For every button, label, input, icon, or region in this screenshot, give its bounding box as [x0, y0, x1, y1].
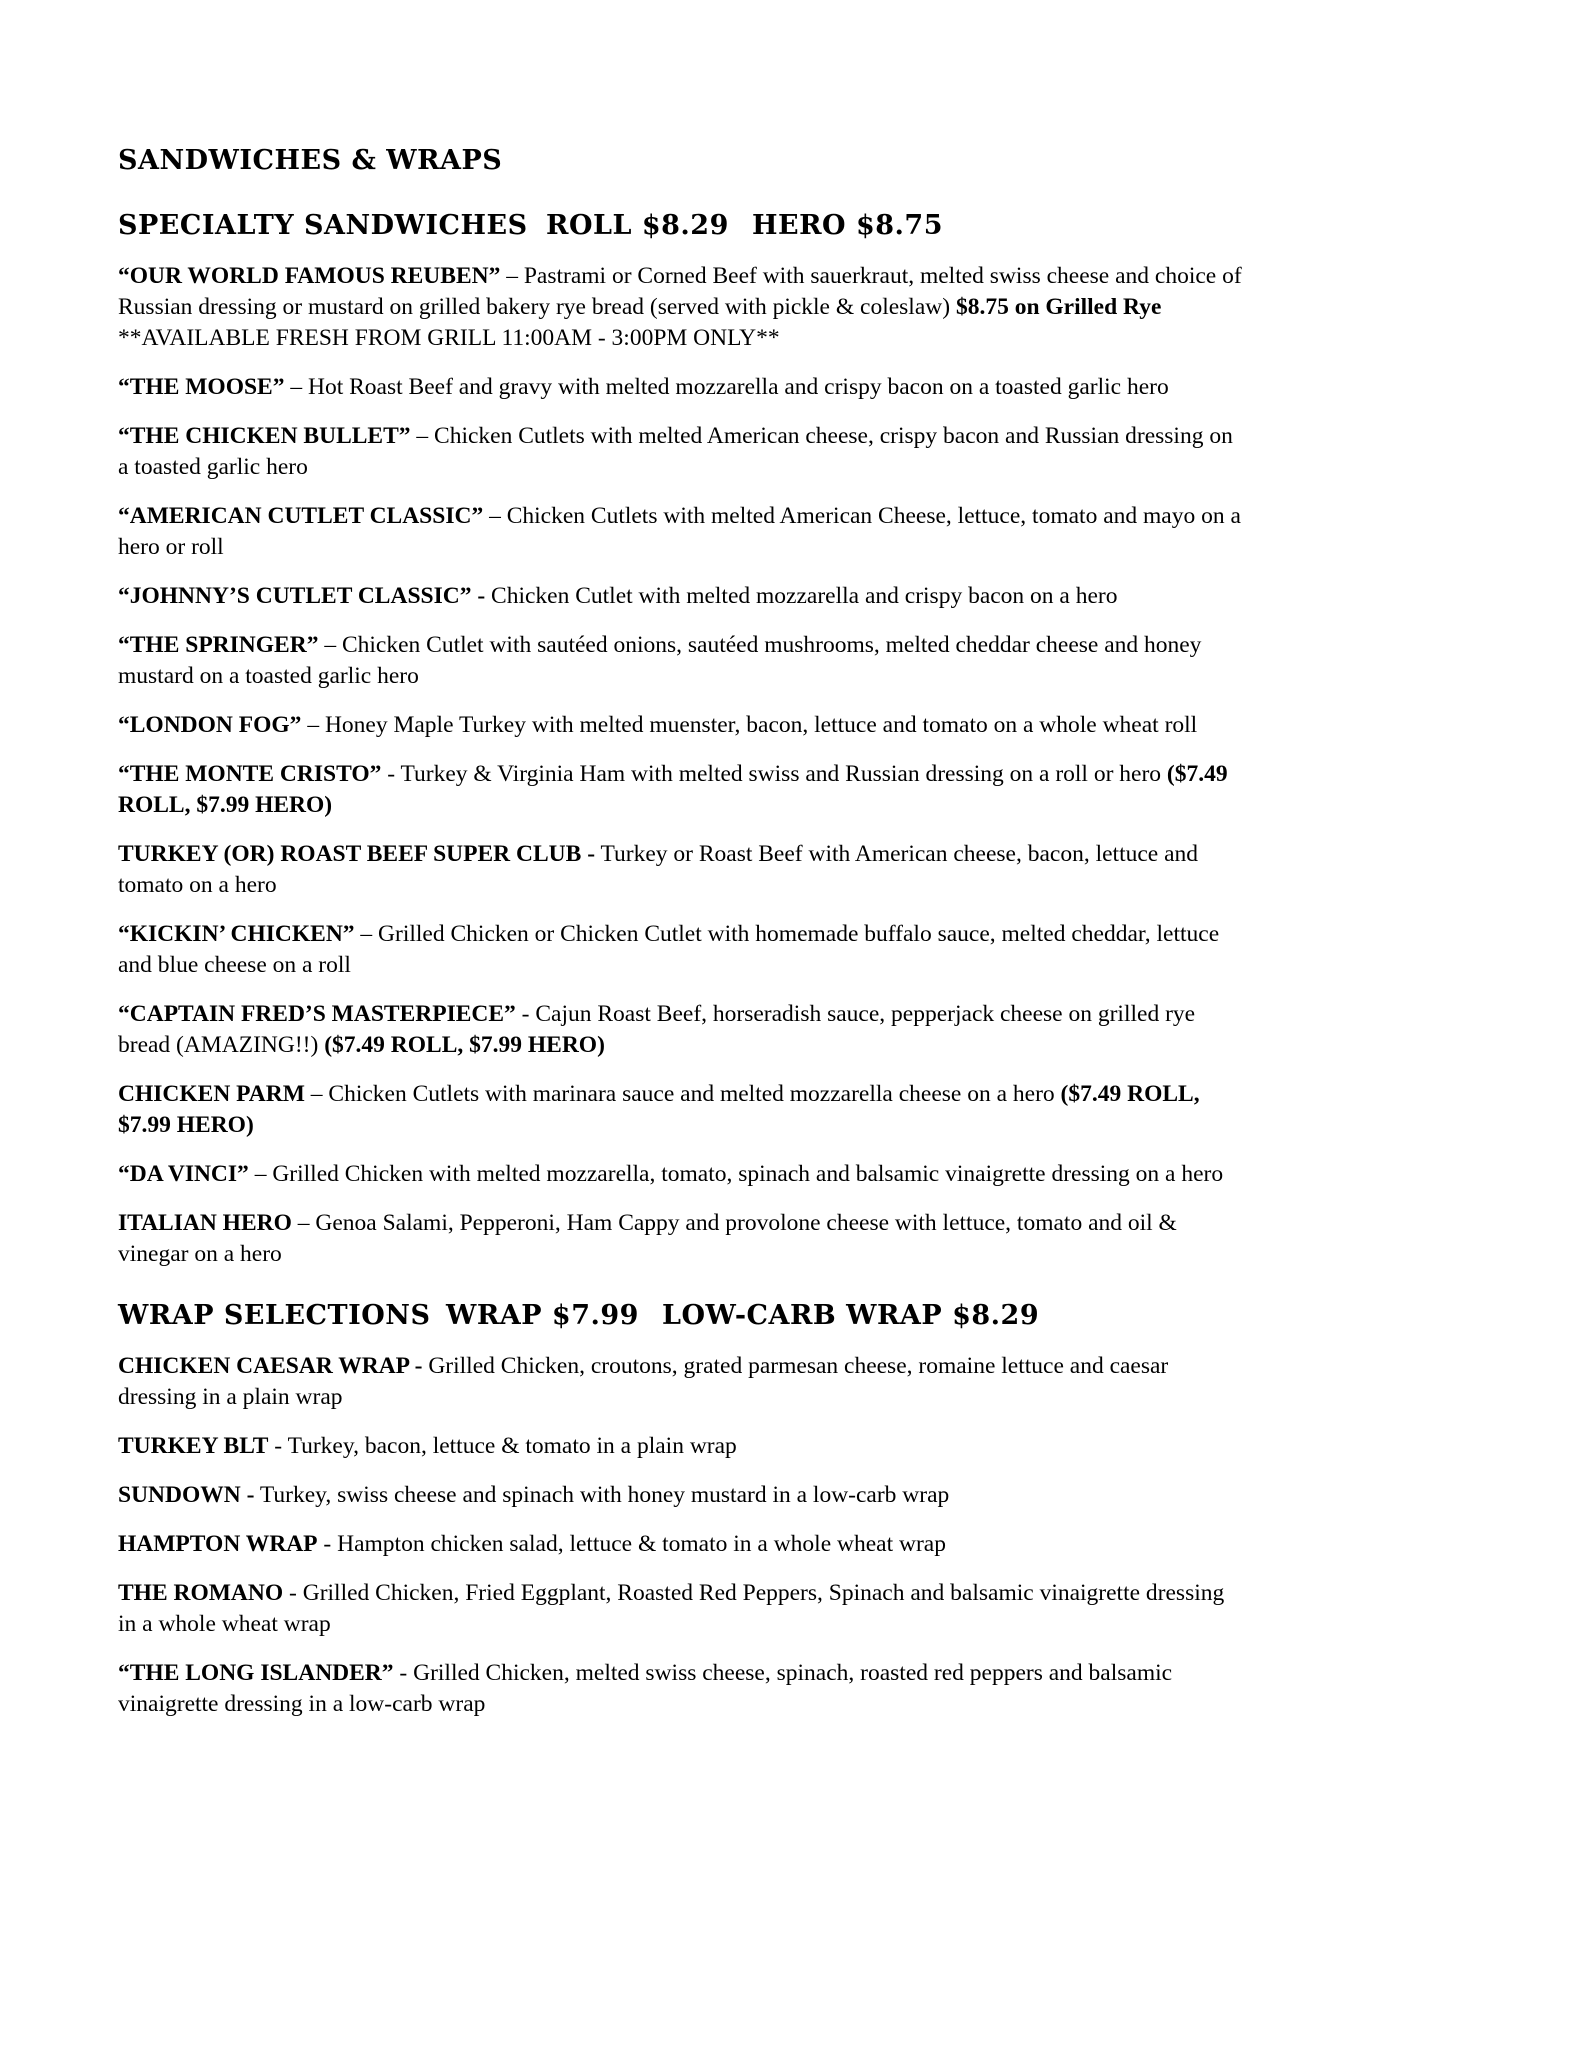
item-name: CHICKEN PARM: [118, 1081, 305, 1107]
item-description: Chicken Cutlets with melted American cheese, crispy bacon and Russian dressing on a toasted garlic hero: [118, 423, 1233, 480]
item-description: Grilled Chicken or Chicken Cutlet with homemade buffalo sauce, melted cheddar, lettuce and blue cheese on a roll: [118, 921, 1220, 978]
item-separator: –: [248, 1161, 273, 1187]
item-description: Cajun Roast Beef, horseradish sauce, pepperjack cheese on grilled rye bread (AMAZING!!): [118, 1001, 1196, 1058]
roll-price: ROLL $8.29: [546, 210, 729, 241]
menu-item-moose: [118, 372, 1243, 403]
menu-item-da-vinci: [118, 1159, 1243, 1190]
menu-item-super-club: [118, 839, 1243, 901]
item-name: SUNDOWN -: [118, 1482, 255, 1508]
wrap-heading-label: WRAP SELECTIONS: [118, 1300, 431, 1331]
menu-item-captain-freds-masterpiece: [118, 999, 1243, 1061]
item-name: “THE MOOSE”: [118, 374, 285, 400]
item-separator: –: [301, 712, 325, 738]
item-description: Chicken Cutlets with marinara sauce and melted mozzarella cheese on a hero: [328, 1081, 1061, 1107]
menu-item-italian-hero: [118, 1208, 1243, 1270]
section-title: SANDWICHES & WRAPS: [118, 145, 503, 176]
item-description: Chicken Cutlet with sautéed onions, sautéed mushrooms, melted cheddar cheese and honey mustard on a toasted garlic hero: [118, 632, 1202, 689]
item-description: Honey Maple Turkey with melted muenster, bacon, lettuce and tomato on a whole wheat roll: [324, 712, 1198, 738]
item-separator: -: [393, 1660, 414, 1686]
item-description: Grilled Chicken, Fried Eggplant, Roasted Red Peppers, Spinach and balsamic vinaigrette dressing in a whole wheat wrap: [118, 1580, 1225, 1637]
item-note: **AVAILABLE FRESH FROM GRILL 11:00AM - 3:00PM ONLY**: [118, 325, 780, 351]
menu-item-springer: [118, 630, 1243, 692]
item-separator: -: [515, 1001, 536, 1027]
item-name: HAMPTON WRAP: [118, 1531, 318, 1557]
item-separator: -: [317, 1531, 338, 1557]
menu-item-monte-cristo: [118, 759, 1243, 821]
item-name: “THE MONTE CRISTO”: [118, 761, 382, 787]
menu-item-reuben: [118, 261, 1243, 354]
item-separator: -: [381, 761, 401, 787]
item-name: TURKEY BLT: [118, 1433, 269, 1459]
wrap-price: WRAP $7.99: [446, 1300, 639, 1331]
item-description: Hot Roast Beef and gravy with melted mozzarella and crispy bacon on a toasted garlic hero: [308, 374, 1169, 400]
item-name: CHICKEN CAESAR WRAP -: [118, 1353, 423, 1379]
item-description: Grilled Chicken, melted swiss cheese, spinach, roasted red peppers and balsamic vinaigrette dressing in a low-carb wrap: [118, 1660, 1173, 1717]
item-description: Turkey & Virginia Ham with melted swiss and Russian dressing on a roll or hero: [400, 761, 1167, 787]
item-separator: -: [268, 1433, 288, 1459]
menu-item-hampton-wrap: [118, 1529, 1243, 1560]
item-price: ($7.49 ROLL, $7.99 HERO): [324, 1032, 605, 1058]
item-separator: –: [304, 1081, 329, 1107]
item-name: “CAPTAIN FRED’S MASTERPIECE”: [118, 1001, 516, 1027]
specialty-sandwiches-heading: [118, 210, 1243, 241]
item-separator: –: [284, 374, 308, 400]
item-separator: –: [354, 921, 379, 947]
item-description: Turkey, bacon, lettuce & tomato in a plain wrap: [287, 1433, 737, 1459]
item-name: “LONDON FOG”: [118, 712, 302, 738]
item-price: ($7.49 ROLL, $7.99 HERO): [118, 761, 1228, 818]
wrap-selections-heading: [118, 1300, 1243, 1331]
menu-item-long-islander: [118, 1658, 1243, 1720]
item-description: Genoa Salami, Pepperoni, Ham Cappy and provolone cheese with lettuce, tomato and oil & vinegar on a hero: [118, 1210, 1177, 1267]
item-description: Grilled Chicken, croutons, grated parmesan cheese, romaine lettuce and caesar dressing in a plain wrap: [118, 1353, 1169, 1410]
item-separator: –: [483, 503, 507, 529]
item-name: TURKEY (OR) ROAST BEEF SUPER CLUB -: [118, 841, 596, 867]
wrap-list: [118, 1351, 1243, 1720]
item-description: Turkey or Roast Beef with American cheese, bacon, lettuce and tomato on a hero: [118, 841, 1199, 898]
specialty-sandwich-list: [118, 261, 1243, 1270]
item-separator: –: [318, 632, 342, 658]
menu-item-turkey-blt: [118, 1431, 1243, 1462]
menu-item-sundown: [118, 1480, 1243, 1511]
item-name: “AMERICAN CUTLET CLASSIC”: [118, 503, 484, 529]
item-name: “DA VINCI”: [118, 1161, 249, 1187]
menu-item-london-fog: [118, 710, 1243, 741]
item-description: Chicken Cutlets with melted American Cheese, lettuce, tomato and mayo on a hero or roll: [118, 503, 1241, 560]
item-name: “THE LONG ISLANDER”: [118, 1660, 394, 1686]
item-name: “JOHNNY’S CUTLET CLASSIC” -: [118, 583, 486, 609]
item-name: “THE SPRINGER”: [118, 632, 319, 658]
item-name: “THE CHICKEN BULLET”: [118, 423, 411, 449]
item-name: THE ROMANO: [118, 1580, 284, 1606]
item-separator: –: [291, 1210, 316, 1236]
item-name: “KICKIN’ CHICKEN”: [118, 921, 355, 947]
menu-item-johnnys-cutlet-classic: [118, 581, 1243, 612]
low-carb-wrap-price: LOW-CARB WRAP $8.29: [662, 1300, 1040, 1331]
item-description: Hampton chicken salad, lettuce & tomato in a whole wheat wrap: [337, 1531, 946, 1557]
item-description: Turkey, swiss cheese and spinach with honey mustard in a low-carb wrap: [259, 1482, 950, 1508]
specialty-heading-label: SPECIALTY SANDWICHES: [118, 210, 528, 241]
menu-item-kickin-chicken: [118, 919, 1243, 981]
item-description: Chicken Cutlet with melted mozzarella and crispy bacon on a hero: [491, 583, 1118, 609]
item-separator: –: [410, 423, 435, 449]
menu-item-chicken-caesar-wrap: [118, 1351, 1243, 1413]
menu-page: [118, 145, 1243, 1738]
item-separator: -: [283, 1580, 303, 1606]
menu-item-chicken-parm: [118, 1079, 1243, 1141]
item-price: ($7.49 ROLL, $7.99 HERO): [118, 1081, 1200, 1138]
menu-item-american-cutlet-classic: [118, 501, 1243, 563]
item-description: Grilled Chicken with melted mozzarella, tomato, spinach and balsamic vinaigrette dressing on a hero: [272, 1161, 1224, 1187]
item-separator: –: [500, 263, 524, 289]
menu-item-chicken-bullet: [118, 421, 1243, 483]
menu-item-the-romano: [118, 1578, 1243, 1640]
item-name: “OUR WORLD FAMOUS REUBEN”: [118, 263, 501, 289]
item-price: $8.75 on Grilled Rye: [955, 294, 1162, 320]
item-name: ITALIAN HERO: [118, 1210, 292, 1236]
item-description: Pastrami or Corned Beef with sauerkraut, melted swiss cheese and choice of Russian dressing or mustard on grilled bakery rye bread (served with pickle & coleslaw): [118, 263, 1242, 320]
hero-price: HERO $8.75: [752, 210, 943, 241]
